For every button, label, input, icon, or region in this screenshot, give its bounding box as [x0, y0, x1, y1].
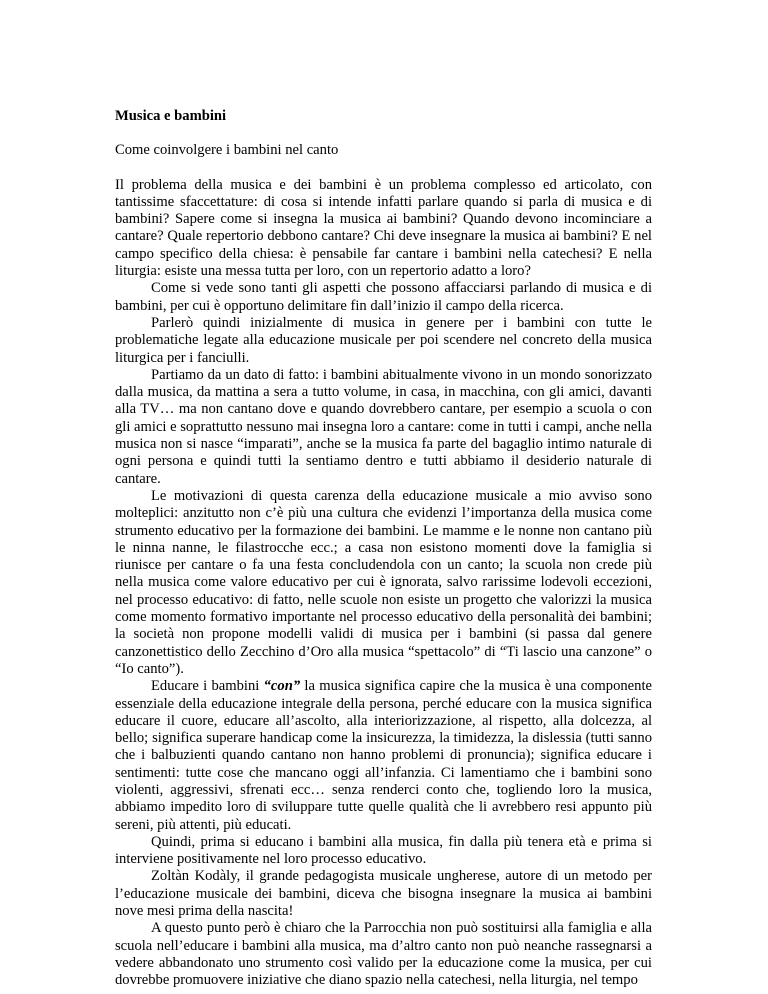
paragraph-6-start: Educare i bambini	[151, 678, 264, 695]
paragraph-3: Parlerò quindi inizialmente di musica in genere per i bambini con tutte le problematiche legate alla educazione musicale per poi scendere nel concreto della musica liturgica per i fanciulli.	[115, 314, 652, 366]
document-title: Musica e bambini	[115, 108, 227, 124]
paragraph-4: Partiamo da un dato di fatto: i bambini abitualmente vivono in un mondo sonorizzato dalla musica, da mattina a sera a tutto volume, in casa, in macchina, con gli amici, davanti alla TV… ma non cantano dove e quando dovrebbero cantare, per esempio a scuola o con gli amici e soprattutto nessuno mai insegna loro a cantare: come in tutti i campi, anche nella musica non si nasce “imparati”, anche se la musica fa parte del bagaglio intimo naturale di ogni persona e quindi tutti la sentiamo dentro e tutti abbiamo il desiderio naturale di cantare.	[115, 366, 652, 487]
emphasis-con: “con”	[263, 678, 301, 695]
paragraph-5: Le motivazioni di questa carenza della educazione musicale a mio avviso sono molteplici: anzitutto non c’è più una cultura che evidenzi l’importanza della musica come strumento educativo per la formazione dei bambini. Le mamme e le nonne non cantano più le ninna nanne, le filastrocche ecc.; a casa non esistono momenti dove la famiglia si riunisce per cantare o fa una festa concludendola con un canto; la scuola non crede più nella musica come valore educativo per cui è ignorata, salvo rarissime lodevoli eccezioni, nel processo educativo: di fatto, nelle scuole non esiste un progetto che valorizzi la musica come momento formativo importante nel processo educativo della personalità dei bambini; la società non propone modelli validi di musica per i bambini (si passa dal genere canzonettistico dello Zecchino d’Oro alla musica “spettacolo” di “Ti lascio una canzone” o “Io canto”).	[115, 487, 652, 677]
paragraph-7: Quindi, prima si educano i bambini alla musica, fin dalla più tenera età e prima si interviene positivamente nel loro processo educativo.	[115, 833, 652, 868]
document-page	[115, 108, 652, 990]
paragraph-8: Zoltàn Kodàly, il grande pedagogista musicale ungherese, autore di un metodo per l’educazione musicale dei bambini, diceva che bisogna insegnare la musica ai bambini nove mesi prima della nascita!	[115, 868, 652, 920]
paragraph-9: A questo punto però è chiaro che la Parrocchia non può sostituirsi alla famiglia e alla scuola nell’educare i bambini alla musica, ma d’altro canto non può neanche rassegnarsi a vedere abbandonato uno strumento così valido per la educazione come la musica, per cui dovrebbe promuovere iniziative che diano spazio nella catechesi, nella liturgia, nel tempo	[115, 920, 652, 989]
paragraph-2: Come si vede sono tanti gli aspetti che possono affacciarsi parlando di musica e di bambini, per cui è opportuno delimitare fin dall’inizio il campo della ricerca.	[115, 280, 652, 314]
paragraph-1: Il problema della musica e dei bambini è un problema complesso ed articolato, con tantissime sfaccettature: di cosa si intende infatti parlare quando si parla di musica e di bambini? Sapere come si insegna la musica ai bambini? Quando devono incominciare a cantare? Quale repertorio debbono cantare? Chi deve insegnare la musica ai bambini? E nel campo specifico della chiesa: è pensabile far cantare i bambini nella catechesi? E nella liturgia: esiste una messa tutta per loro, con un repertorio adatto a loro?	[115, 176, 652, 280]
paragraph-6-rest: la musica significa capire che la musica è una componente essenziale della educazione integrale della persona, perché educare con la musica significa educare il cuore, educare all’ascolto, alla interiorizzazione, al rispetto, alla dolcezza, al bello; significa superare handicap come la insicurezza, la timidezza, la dislessia (tutti sanno che i balbuzienti quando cantano non hanno problemi di pronuncia); significa educare i sentimenti: tutte cose che mancano oggi all’infanzia. Ci lamentiamo che i bambini sono violenti, aggressivi, sfrenati ecc… senza renderci conto che, togliendo loro la musica, abbiamo impedito loro di sviluppare tutte quelle qualità che li avrebbero resi appunto più sereni, più attenti, più educati.	[115, 678, 652, 833]
paragraph-6	[115, 678, 652, 834]
document-subtitle: Come coinvolgere i bambini nel canto	[115, 142, 339, 159]
